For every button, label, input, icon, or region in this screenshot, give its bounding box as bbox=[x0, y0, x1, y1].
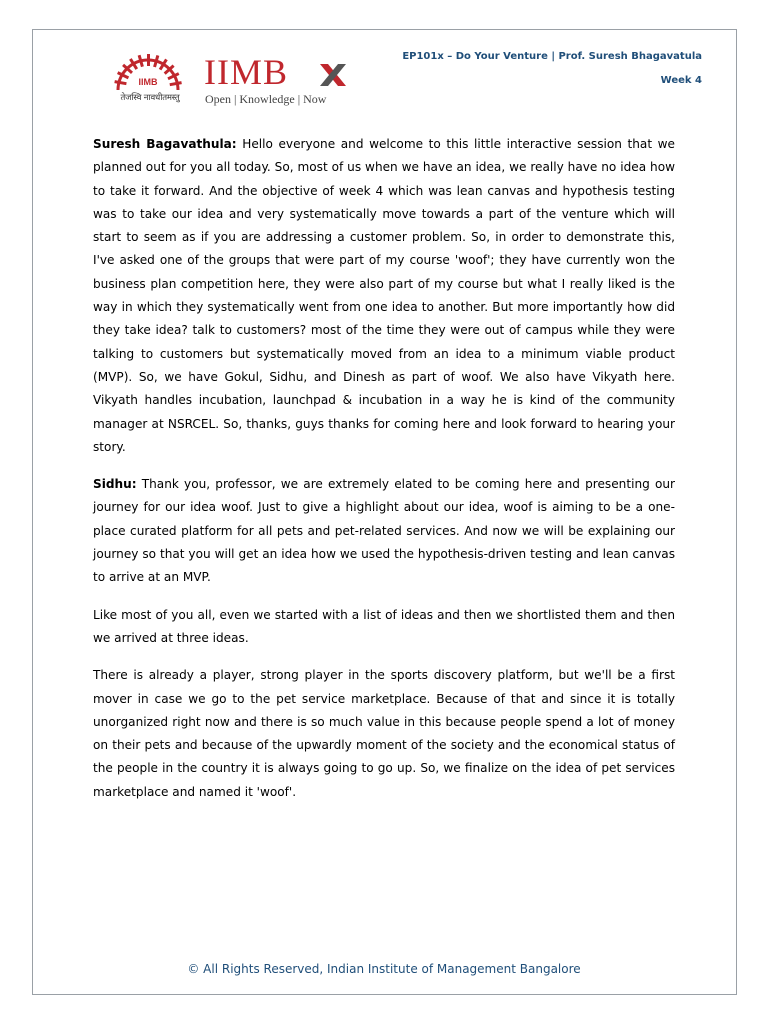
copyright-footer: © All Rights Reserved, Indian Institute of Management Bangalore bbox=[187, 962, 581, 976]
iimbx-wordmark bbox=[204, 54, 354, 112]
iimbx-letters: IIMB bbox=[204, 52, 288, 92]
speaker-name: Sidhu: bbox=[93, 477, 137, 492]
emblem-sunburst-icon bbox=[104, 52, 192, 96]
paragraph-text: Hello everyone and welcome to this little interactive session that we planned out for you all today. So, most of us when we have an idea, we really have no idea how to take it forward. And the objective of week 4 which was lean canvas and hypothesis testing was to take our idea and very systematically move towards a part of the venture which will start to seem as if you are addressing a customer problem. So, in order to demonstrate this, I've asked one of the groups that were part of my course 'woof'; they have currently won the business plan competition here, they were also part of my course but what I really liked is the way in which they systematically went from one idea to another. But more importantly how did they take idea? talk to customers? most of the time they were out of campus while they were talking to customers but systematically moved from an idea to a minimum viable product (MVP). So, we have Gokul, Sidhu, and Dinesh as part of woof. We also have Vikyath here. Vikyath handles incubation, launchpad & incubation in a way he is kind of the community manager at NSRCEL. So, thanks, guys thanks for coming here and look forward to hearing your story. bbox=[93, 137, 675, 454]
week-label: Week 4 bbox=[660, 75, 702, 86]
paragraph-text: There is already a player, strong player in the sports discovery platform, but we'll be a first mover in case we go to the pet service marketplace. Because of that and since it is totally unorganized right now and there is so much value in this because people spend a lot of money on their pets and because of the upwardly moment of the society and the economical status of the people in the country it is always going to go up. So, we finalize on the idea of pet services marketplace and named it 'woof'. bbox=[93, 668, 675, 799]
iimb-emblem-logo bbox=[104, 52, 192, 112]
emblem-motto: तेजस्वि नावधीतमस्तु bbox=[120, 93, 180, 103]
iimbx-x-icon bbox=[320, 64, 346, 86]
paragraph bbox=[93, 133, 675, 459]
iimbx-tagline: Open | Knowledge | Now bbox=[205, 92, 327, 106]
iimb-logo-block bbox=[104, 52, 364, 112]
transcript-body bbox=[93, 133, 675, 818]
svg-text:IIMB: IIMB bbox=[138, 77, 158, 87]
paragraph bbox=[93, 664, 675, 804]
paragraph bbox=[93, 604, 675, 651]
speaker-name: Suresh Bagavathula: bbox=[93, 137, 237, 151]
course-title: EP101x – Do Your Venture | Prof. Suresh Bhagavatula bbox=[402, 51, 702, 62]
page-header bbox=[402, 50, 702, 88]
paragraph-text: Thank you, professor, we are extremely elated to be coming here and presenting our journey for our idea woof. Just to give a highlight about our idea, woof is aiming to be a one-place curated platform for all pets and pet-related services. And now we will be explaining our journey so that you will get an idea how we used the hypothesis-driven testing and lean canvas to arrive at an MVP. bbox=[93, 477, 675, 585]
paragraph-text: Like most of you all, even we started with a list of ideas and then we shortlisted them and then we arrived at three ideas. bbox=[93, 607, 675, 645]
paragraph bbox=[93, 473, 675, 589]
